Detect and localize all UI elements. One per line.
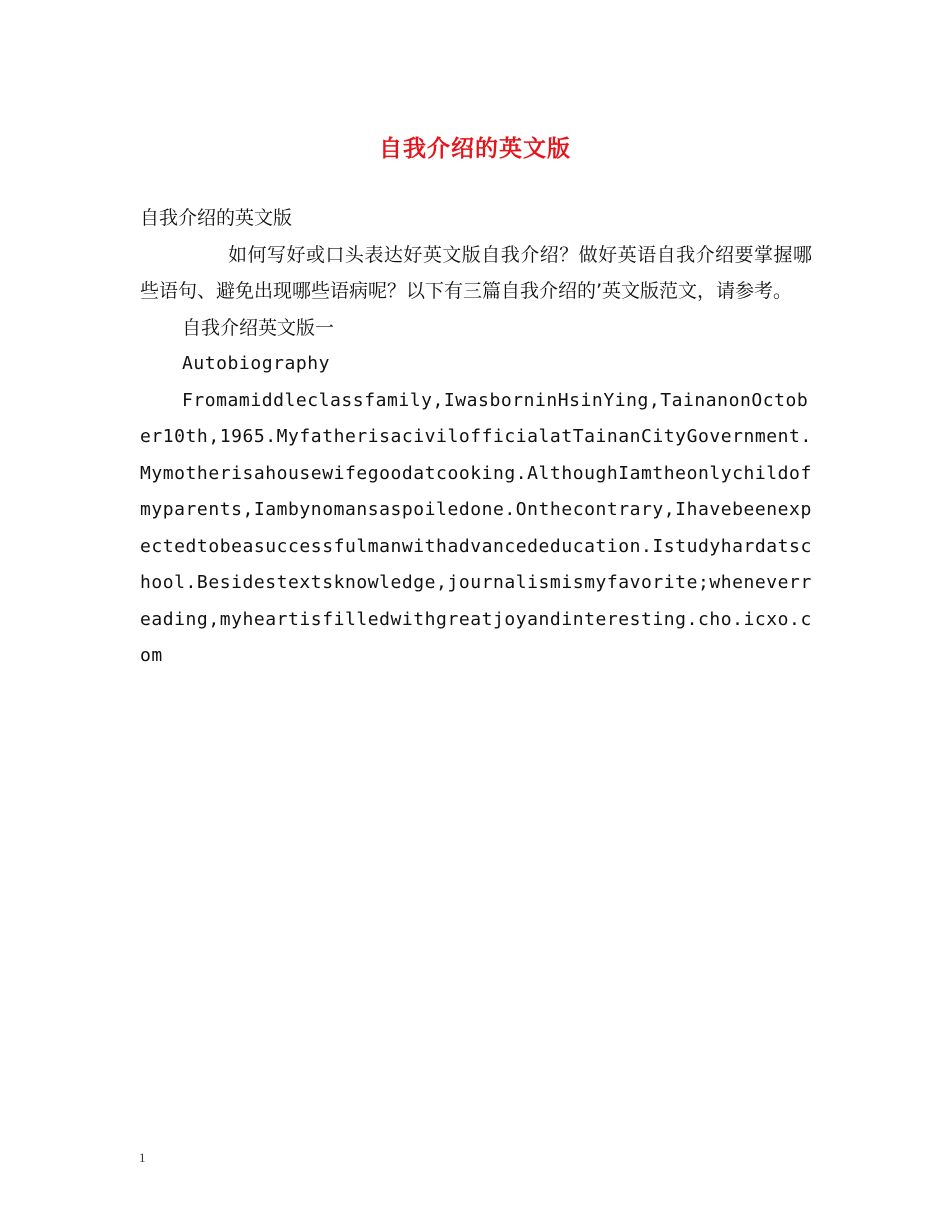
essay-body: Fromamiddleclassfamily,IwasborninHsinYing,TainanonOctober10th,1965.MyfatherisacivilofficialatTainanCityGovernment.Mymotherisahousewifegoodatcooking.AlthoughIamtheonlychildofmyparents,Iambynomansaspoiledone.Onthecontrary,Ihavebeenexpectedtobeasuccessfulmanwithadvancededucation.Istudyhardatschool.Besidestextsknowledge,journalismismyfavorite;wheneverreading,myheartisfilledwithgreatjoyandinteresting.cho.icxo.com xyxy=(140,389,812,666)
document-heading: 自我介绍的英文版 xyxy=(140,207,293,229)
section-title: 自我介绍英文版一 xyxy=(182,316,335,339)
essay-title: Autobiography xyxy=(182,353,331,374)
page-number: 1 xyxy=(139,1150,146,1165)
document-title: 自我介绍的英文版 xyxy=(379,136,571,162)
document-body xyxy=(140,200,812,675)
intro-paragraph: 如何写好或口头表达好英文版自我介绍？做好英语自我介绍要掌握哪些语句、避免出现哪些语病呢？以下有三篇自我介绍的’英文版范文，请参考。 xyxy=(140,243,812,302)
